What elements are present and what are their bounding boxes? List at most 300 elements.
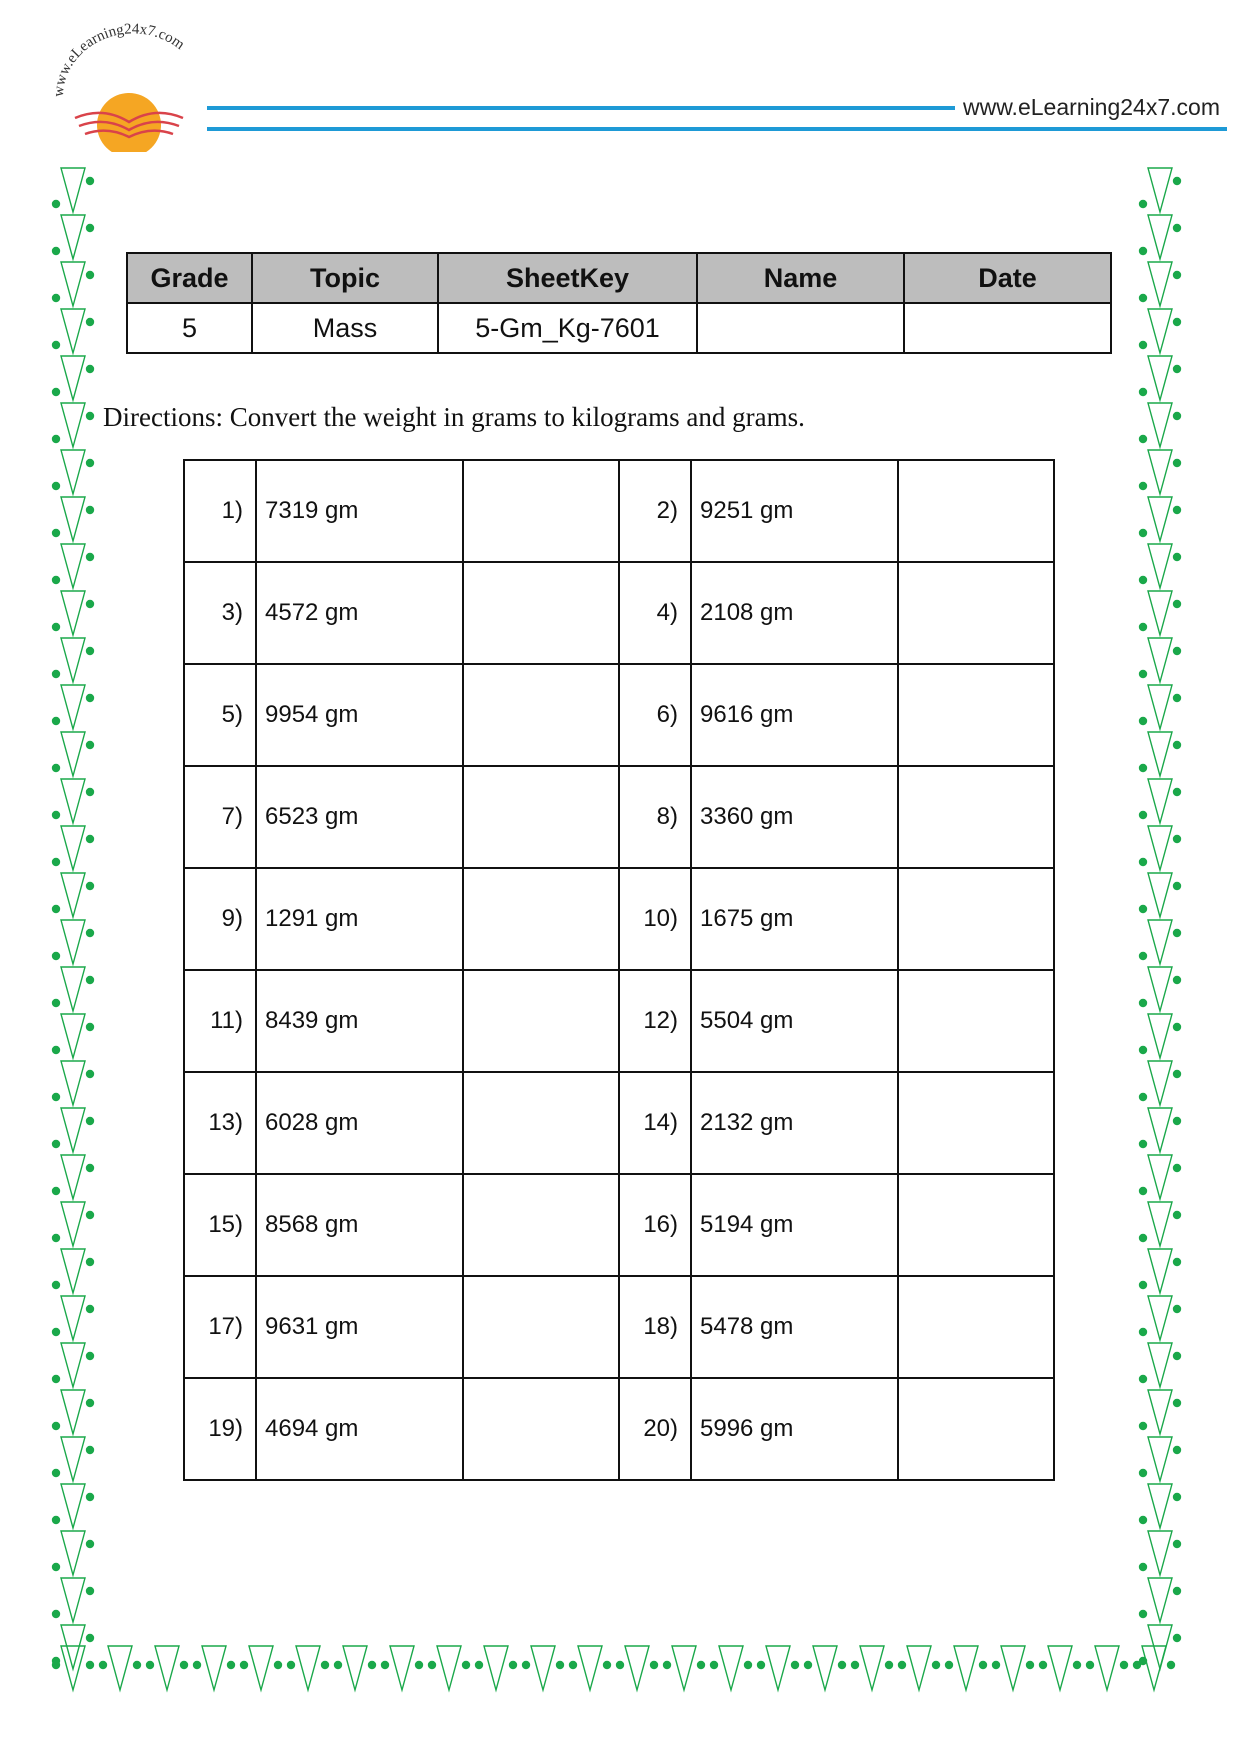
border-triangle — [1148, 591, 1172, 635]
border-triangle — [1095, 1646, 1119, 1690]
problem-grams: 8568 gm — [256, 1174, 463, 1276]
border-dot — [462, 1661, 470, 1669]
border-triangle — [61, 544, 85, 588]
answer-box[interactable] — [463, 1174, 619, 1276]
border-dot — [1173, 224, 1181, 232]
sheetkey-header: SheetKey — [438, 253, 697, 303]
border-triangle — [61, 1343, 85, 1387]
border-dot — [52, 717, 60, 725]
border-dot — [86, 1352, 94, 1360]
name-header: Name — [697, 253, 904, 303]
problem-grams: 9616 gm — [691, 664, 898, 766]
border-dot — [287, 1661, 295, 1669]
answer-box[interactable] — [463, 970, 619, 1072]
border-triangle — [437, 1646, 461, 1690]
answer-box[interactable] — [898, 562, 1054, 664]
border-dot — [86, 318, 94, 326]
border-dot — [52, 529, 60, 537]
border-dot — [1173, 271, 1181, 279]
border-dot — [791, 1661, 799, 1669]
answer-box[interactable] — [463, 562, 619, 664]
border-triangle — [61, 309, 85, 353]
border-dot — [1133, 1661, 1141, 1669]
border-dot — [86, 788, 94, 796]
border-dot — [1086, 1661, 1094, 1669]
border-triangle — [61, 1296, 85, 1340]
problem-number: 8) — [619, 766, 691, 868]
border-triangle — [1148, 497, 1172, 541]
border-dot — [52, 999, 60, 1007]
border-dot — [381, 1661, 389, 1669]
border-triangle — [61, 168, 85, 212]
info-header-row — [127, 253, 1111, 303]
border-dot — [1073, 1661, 1081, 1669]
border-dot — [838, 1661, 846, 1669]
problem-grams: 2108 gm — [691, 562, 898, 664]
border-triangle — [1148, 450, 1172, 494]
border-dot — [1173, 1446, 1181, 1454]
border-dot — [52, 247, 60, 255]
answer-box[interactable] — [463, 766, 619, 868]
border-dot — [86, 835, 94, 843]
border-triangle — [954, 1646, 978, 1690]
border-dot — [1173, 412, 1181, 420]
problem-row — [184, 1174, 1054, 1276]
border-dot — [1173, 506, 1181, 514]
border-dot — [1173, 929, 1181, 937]
border-dot — [99, 1661, 107, 1669]
border-dot — [1139, 717, 1147, 725]
border-triangle — [61, 215, 85, 259]
border-dot — [52, 1281, 60, 1289]
problem-number: 11) — [184, 970, 256, 1072]
border-dot — [1139, 294, 1147, 302]
problem-number: 5) — [184, 664, 256, 766]
problem-grams: 3360 gm — [691, 766, 898, 868]
border-dot — [1173, 1399, 1181, 1407]
answer-box[interactable] — [898, 970, 1054, 1072]
answer-box[interactable] — [898, 1174, 1054, 1276]
border-dot — [1139, 1093, 1147, 1101]
border-triangle — [61, 1390, 85, 1434]
border-dot — [86, 1587, 94, 1595]
border-dot — [52, 1516, 60, 1524]
border-dot — [522, 1661, 530, 1669]
border-dot — [52, 1375, 60, 1383]
problem-number: 1) — [184, 460, 256, 562]
sheetkey-value: 5-Gm_Kg-7601 — [438, 303, 697, 353]
border-triangle — [1148, 1390, 1172, 1434]
problem-grams: 9954 gm — [256, 664, 463, 766]
border-dot — [52, 764, 60, 772]
border-triangle — [1148, 168, 1172, 212]
answer-box[interactable] — [898, 1378, 1054, 1480]
border-triangle — [296, 1646, 320, 1690]
problem-number: 4) — [619, 562, 691, 664]
border-dot — [1120, 1661, 1128, 1669]
border-dot — [368, 1661, 376, 1669]
problem-row — [184, 1072, 1054, 1174]
border-dot — [180, 1661, 188, 1669]
border-dot — [86, 1399, 94, 1407]
border-dot — [1139, 200, 1147, 208]
info-value-row — [127, 303, 1111, 353]
border-dot — [86, 976, 94, 984]
border-triangle — [61, 262, 85, 306]
border-dot — [52, 576, 60, 584]
border-dot — [556, 1661, 564, 1669]
answer-box[interactable] — [463, 1276, 619, 1378]
border-triangle — [61, 1625, 85, 1669]
border-dot — [932, 1661, 940, 1669]
border-dot — [240, 1661, 248, 1669]
problem-number: 2) — [619, 460, 691, 562]
border-dot — [321, 1661, 329, 1669]
problem-grams: 6028 gm — [256, 1072, 463, 1174]
border-triangle — [1148, 1249, 1172, 1293]
topic-header: Topic — [252, 253, 438, 303]
problem-row — [184, 460, 1054, 562]
border-dot — [1139, 247, 1147, 255]
border-triangle — [61, 450, 85, 494]
border-triangle — [1148, 356, 1172, 400]
problem-number: 10) — [619, 868, 691, 970]
border-triangle — [61, 1484, 85, 1528]
border-dot — [1173, 1493, 1181, 1501]
border-triangle — [578, 1646, 602, 1690]
border-triangle — [860, 1646, 884, 1690]
border-triangle — [61, 1108, 85, 1152]
border-triangle — [1148, 732, 1172, 776]
border-dot — [1173, 177, 1181, 185]
border-triangle — [907, 1646, 931, 1690]
border-dot — [52, 1422, 60, 1430]
logo-text: www.eLearning24x7.com — [50, 22, 188, 98]
border-dot — [86, 741, 94, 749]
border-dot — [1139, 576, 1147, 584]
problem-grams: 4694 gm — [256, 1378, 463, 1480]
border-triangle — [61, 873, 85, 917]
problem-grams: 9631 gm — [256, 1276, 463, 1378]
border-triangle — [1148, 1108, 1172, 1152]
directions-text: Directions: Convert the weight in grams to kilograms and grams. — [103, 402, 805, 432]
problem-number: 18) — [619, 1276, 691, 1378]
border-dot — [86, 1164, 94, 1172]
border-triangle — [1001, 1646, 1025, 1690]
border-dot — [274, 1661, 282, 1669]
border-dot — [1173, 1540, 1181, 1548]
problem-number: 9) — [184, 868, 256, 970]
border-dot — [1139, 764, 1147, 772]
border-dot — [1173, 1211, 1181, 1219]
border-dot — [1173, 1305, 1181, 1313]
border-dot — [697, 1661, 705, 1669]
border-triangle — [343, 1646, 367, 1690]
name-field[interactable] — [697, 303, 904, 353]
border-dot — [52, 952, 60, 960]
border-triangle — [1148, 1578, 1172, 1622]
border-triangle — [1148, 685, 1172, 729]
border-dot — [1173, 318, 1181, 326]
border-triangle — [484, 1646, 508, 1690]
border-triangle — [1148, 779, 1172, 823]
border-dot — [86, 600, 94, 608]
border-dot — [227, 1661, 235, 1669]
border-dot — [86, 506, 94, 514]
problem-grams: 5194 gm — [691, 1174, 898, 1276]
border-dot — [475, 1661, 483, 1669]
border-dot — [86, 1258, 94, 1266]
border-dot — [1173, 600, 1181, 608]
border-triangle — [1148, 967, 1172, 1011]
problem-grams: 7319 gm — [256, 460, 463, 562]
border-dot — [1139, 1234, 1147, 1242]
border-dot — [650, 1661, 658, 1669]
grade-header: Grade — [127, 253, 252, 303]
border-dot — [1139, 1657, 1147, 1665]
border-triangle — [672, 1646, 696, 1690]
answer-box[interactable] — [898, 766, 1054, 868]
border-triangle — [1148, 920, 1172, 964]
border-dot — [898, 1661, 906, 1669]
border-triangle — [1148, 309, 1172, 353]
border-triangle — [61, 1155, 85, 1199]
problem-row — [184, 1276, 1054, 1378]
border-dot — [86, 1211, 94, 1219]
problem-row — [184, 868, 1054, 970]
border-dot — [334, 1661, 342, 1669]
border-dot — [1173, 553, 1181, 561]
problem-number: 13) — [184, 1072, 256, 1174]
border-dot — [1139, 1610, 1147, 1618]
border-triangle — [390, 1646, 414, 1690]
border-dot — [1139, 952, 1147, 960]
border-triangle — [61, 1578, 85, 1622]
border-dot — [52, 388, 60, 396]
border-triangle — [1148, 1437, 1172, 1481]
border-triangle — [61, 403, 85, 447]
border-triangle — [813, 1646, 837, 1690]
border-dot — [86, 1493, 94, 1501]
border-dot — [52, 1610, 60, 1618]
border-dot — [52, 1328, 60, 1336]
problem-grams: 9251 gm — [691, 460, 898, 562]
problem-grams: 1675 gm — [691, 868, 898, 970]
border-dot — [1139, 1046, 1147, 1054]
border-dot — [52, 435, 60, 443]
border-triangle — [61, 1437, 85, 1481]
border-dot — [52, 623, 60, 631]
border-dot — [1173, 647, 1181, 655]
border-triangle — [625, 1646, 649, 1690]
border-dot — [1139, 482, 1147, 490]
border-dot — [86, 647, 94, 655]
problem-number: 16) — [619, 1174, 691, 1276]
answer-box[interactable] — [463, 868, 619, 970]
border-dot — [52, 341, 60, 349]
border-triangle — [1148, 1202, 1172, 1246]
border-dot — [1139, 1140, 1147, 1148]
border-dot — [979, 1661, 987, 1669]
border-dot — [86, 694, 94, 702]
border-dot — [1139, 623, 1147, 631]
border-dot — [1173, 1070, 1181, 1078]
answer-box[interactable] — [898, 460, 1054, 562]
border-dot — [1139, 388, 1147, 396]
border-triangle — [61, 685, 85, 729]
border-dot — [744, 1661, 752, 1669]
answer-box[interactable] — [463, 1072, 619, 1174]
problem-number: 15) — [184, 1174, 256, 1276]
border-dot — [1173, 741, 1181, 749]
date-field[interactable] — [904, 303, 1111, 353]
border-dot — [52, 1563, 60, 1571]
border-dot — [1139, 1516, 1147, 1524]
problem-number: 3) — [184, 562, 256, 664]
border-dot — [52, 811, 60, 819]
border-dot — [616, 1661, 624, 1669]
problem-grams: 5504 gm — [691, 970, 898, 1072]
border-dot — [1139, 1375, 1147, 1383]
date-header: Date — [904, 253, 1111, 303]
border-dot — [1139, 905, 1147, 913]
border-dot — [86, 553, 94, 561]
border-triangle — [531, 1646, 555, 1690]
border-triangle — [61, 356, 85, 400]
border-dot — [52, 1046, 60, 1054]
border-dot — [1173, 1023, 1181, 1031]
border-triangle — [61, 497, 85, 541]
site-url[interactable]: www.eLearning24x7.com — [963, 94, 1220, 120]
border-triangle — [1148, 262, 1172, 306]
border-dot — [1139, 341, 1147, 349]
border-triangle — [61, 967, 85, 1011]
border-triangle — [1048, 1646, 1072, 1690]
border-dot — [86, 1070, 94, 1078]
problem-number: 17) — [184, 1276, 256, 1378]
border-dot — [851, 1661, 859, 1669]
border-dot — [1139, 858, 1147, 866]
border-dot — [52, 858, 60, 866]
border-triangle — [61, 1249, 85, 1293]
border-dot — [86, 1634, 94, 1642]
border-dot — [1139, 1187, 1147, 1195]
answer-box[interactable] — [463, 664, 619, 766]
border-dot — [1139, 529, 1147, 537]
border-dot — [509, 1661, 517, 1669]
border-dot — [52, 905, 60, 913]
answer-box[interactable] — [463, 1378, 619, 1480]
border-dot — [52, 1661, 60, 1669]
border-dot — [757, 1661, 765, 1669]
problems-table — [183, 459, 1055, 1481]
border-dot — [415, 1661, 423, 1669]
border-triangle — [1142, 1646, 1166, 1690]
border-triangle — [61, 826, 85, 870]
header-line-top — [207, 106, 955, 110]
answer-box[interactable] — [898, 1276, 1054, 1378]
problem-row — [184, 562, 1054, 664]
border-dot — [1173, 1164, 1181, 1172]
border-dot — [86, 271, 94, 279]
border-dot — [710, 1661, 718, 1669]
answer-box[interactable] — [898, 1072, 1054, 1174]
border-dot — [86, 177, 94, 185]
border-triangle — [61, 779, 85, 823]
border-dot — [86, 412, 94, 420]
problem-grams: 4572 gm — [256, 562, 463, 664]
border-dot — [1173, 1634, 1181, 1642]
problem-grams: 6523 gm — [256, 766, 463, 868]
border-triangle — [1148, 1531, 1172, 1575]
border-dot — [52, 482, 60, 490]
border-dot — [603, 1661, 611, 1669]
border-dot — [193, 1661, 201, 1669]
border-triangle — [1148, 544, 1172, 588]
border-dot — [146, 1661, 154, 1669]
problem-number: 6) — [619, 664, 691, 766]
border-dot — [52, 1140, 60, 1148]
problem-row — [184, 664, 1054, 766]
border-triangle — [61, 591, 85, 635]
border-triangle — [61, 920, 85, 964]
problem-grams: 5478 gm — [691, 1276, 898, 1378]
border-dot — [992, 1661, 1000, 1669]
border-dot — [86, 365, 94, 373]
border-triangle — [61, 1646, 85, 1690]
topic-value: Mass — [252, 303, 438, 353]
border-dot — [86, 1540, 94, 1548]
border-triangle — [1148, 826, 1172, 870]
border-dot — [945, 1661, 953, 1669]
border-triangle — [155, 1646, 179, 1690]
border-triangle — [766, 1646, 790, 1690]
border-dot — [52, 1469, 60, 1477]
problem-number: 12) — [619, 970, 691, 1072]
header-line-bottom — [207, 127, 1227, 131]
border-dot — [86, 1446, 94, 1454]
answer-box[interactable] — [898, 664, 1054, 766]
border-triangle — [108, 1646, 132, 1690]
problem-grams: 2132 gm — [691, 1072, 898, 1174]
border-dot — [86, 459, 94, 467]
border-dot — [1139, 1563, 1147, 1571]
problem-grams: 1291 gm — [256, 868, 463, 970]
border-dot — [1173, 694, 1181, 702]
problem-number: 20) — [619, 1378, 691, 1480]
border-dot — [1139, 1422, 1147, 1430]
border-dot — [1167, 1661, 1175, 1669]
border-triangle — [1148, 1014, 1172, 1058]
border-dot — [1139, 1328, 1147, 1336]
border-triangle — [61, 1061, 85, 1105]
border-dot — [86, 1023, 94, 1031]
border-dot — [52, 200, 60, 208]
border-triangle — [61, 1014, 85, 1058]
border-dot — [86, 929, 94, 937]
border-dot — [1139, 670, 1147, 678]
problem-number: 7) — [184, 766, 256, 868]
border-dot — [1139, 1281, 1147, 1289]
border-triangle — [1148, 1296, 1172, 1340]
border-triangle — [1148, 1061, 1172, 1105]
border-dot — [1173, 365, 1181, 373]
answer-box[interactable] — [463, 460, 619, 562]
border-dot — [428, 1661, 436, 1669]
border-triangle — [719, 1646, 743, 1690]
border-triangle — [249, 1646, 273, 1690]
answer-box[interactable] — [898, 868, 1054, 970]
